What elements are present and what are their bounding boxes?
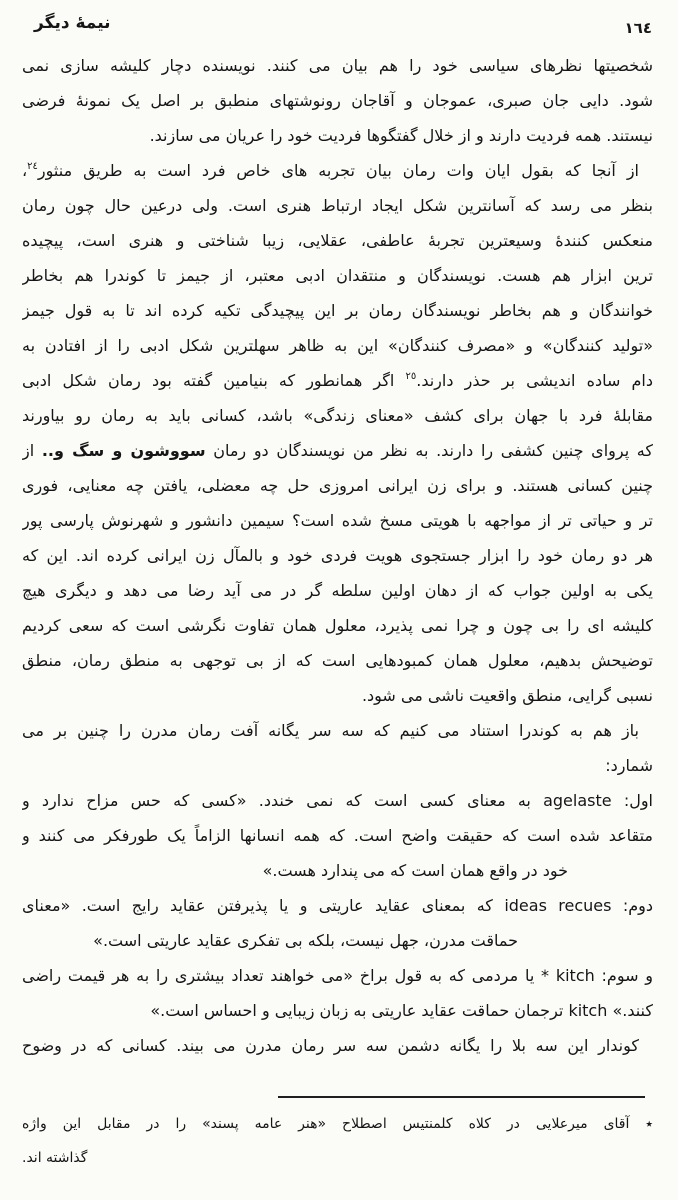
text-line: توضیحش بدهیم، معلول همان کمبودهایی است که از بی توجهی به منطق رمان، منطق	[22, 651, 653, 670]
text-line	[22, 363, 653, 398]
text-line: منعکس کنندهٔ وسیعترین تجربهٔ عاطفی، عقلایی، زیبا شناختی و هنری است، پیچیده	[22, 231, 653, 250]
book-title-bold: سووشون و سگ و..	[41, 441, 206, 460]
footnote-reference: ٢٤	[27, 161, 38, 172]
text-line: متقاعد شده است که حقیقت واضح است. که همه انسانها الزاماً یک طورفکر می کنند و	[22, 826, 653, 845]
text-line: دوم: ideas recues که بمعنای عقاید عاریتی و یا پذیرفتن عقاید رایج است. «معنای	[22, 896, 653, 915]
text-line: خود در واقع همان است که می پندارد هست.»	[262, 861, 568, 880]
text-line: حماقت مدرن، جهل نیست، بلکه بی تفکری عقاید عاریتی است.»	[93, 931, 518, 950]
footnote-reference: ٢٥	[405, 371, 417, 382]
text-line: کلیشه ای را بی چون و چرا نمی پذیرد، معلول همان تفاوت نگرشی است که سعی کردیم	[22, 616, 653, 635]
paragraph	[22, 153, 653, 713]
line-text: از آنجا که بقول ایان وات رمان بیان تجربه های خاص فرد است به طریق منثور	[37, 161, 639, 180]
text-line	[22, 433, 653, 468]
footnote-line: گذاشته اند.	[22, 1150, 88, 1166]
paragraph	[22, 888, 653, 958]
text-line: یکی به اولین جواب که از دهان اولین سلطه گر در می آید رضا می دهد و دیگری هیچ	[22, 581, 653, 600]
line-text: از	[22, 441, 42, 460]
text-line: هر دو رمان خود را ابزار جستجوی هویت فردی خود و بالمآل زن ایرانی کرده اند. این که	[22, 546, 653, 565]
line-text: که پروای چنین کشفی را دارند. به نظر من نویسندگان دو رمان	[205, 441, 653, 460]
text-line: «تولید کنندگان» و «مصرف کنندگان» این به ظاهر سهلترین شکل ادبی را از افتادن به	[22, 336, 653, 355]
text-line: تر و حیاتی تر از مواجهه با هویتی مسخ شده است؟ سیمین دانشور و شهرنوش پارسی پور	[22, 511, 653, 530]
text-line: شود. دایی جان صبری، عموجان و آقاجان رونوشتهای منطبق بر اصل یک نمونهٔ فرضی	[22, 91, 653, 110]
text-line: شخصیتها نظرهای سیاسی خود را هم بیان می کنند. نویسنده دچار کلیشه سازی نمی	[22, 56, 653, 75]
page-body	[22, 48, 653, 1063]
line-text: اگر همانطور که بنیامین گفته بود رمان شکل ادبی	[22, 371, 406, 390]
running-title: نيمهٔ ديگر	[34, 13, 111, 33]
text-line: باز هم به کوندرا استناد می کنیم که سه سر یگانه آفت رمان مدرن را چنین بر می	[22, 721, 639, 740]
paragraph	[22, 1028, 653, 1063]
footnote-area	[22, 1096, 653, 1175]
text-line: کنند.» kitch ترجمان حماقت عقاید عاریتی به زبان زیبایی و احساس است.»	[150, 1001, 653, 1020]
text-line: ترین ابزار هم هست. نویسندگان و منتقدان ادبی معتبر، از جیمز تا کوندرا هم بخاطر	[22, 266, 653, 285]
text-line: بنظر می رسد که آسانترین شکل ایجاد ارتباط هنری است. ولی درعین حال چون رمان	[22, 196, 653, 215]
text-line	[22, 153, 653, 188]
paragraph	[22, 48, 653, 153]
text-line: شمارد:	[605, 756, 653, 775]
text-line: چنین کسانی هستند. و برای زن ایرانی امروزی حل چه معضلی، یافتن چه معنایی، فوری	[22, 476, 653, 495]
page-number: ١٦٤	[624, 19, 652, 37]
text-line: و سوم: kitch * یا مردمی که به قول براخ «می خواهند تعداد بیشتری را به هر قیمت راضی	[22, 966, 653, 985]
footnote-separator	[278, 1096, 645, 1098]
paragraph	[22, 783, 653, 888]
text-line: نسبی گرایی، منطق واقعیت ناشی می شود.	[361, 686, 653, 705]
text-line: خوانندگان و هم بخاطر نویسندگان رمان بر این پیچیدگی تکیه کرده اند تا به قول جیمز	[22, 301, 653, 320]
text-line: نیستند. همه فردیت دارند و از خلال گفتگوها فردیت خود را عریان می سازند.	[149, 126, 653, 145]
paragraph	[22, 713, 653, 783]
text-line: مقابلهٔ فرد با جهان برای کشف «معنای زندگی» باشد، کسانی باید به رمان رو بیاورند	[22, 406, 653, 425]
text-line: کوندار این سه بلا را یگانه دشمن سه سر رمان مدرن می بیند. کسانی که در وضوح	[22, 1036, 639, 1055]
line-text: ،	[22, 161, 28, 180]
line-text: دام ساده اندیشی بر حذر دارند.	[416, 371, 653, 390]
text-line: اول: agelaste به معنای کسی است که نمی خندد. «کسی که حس مزاح ندارد و	[22, 791, 653, 810]
paragraph	[22, 958, 653, 1028]
page-header	[30, 12, 652, 40]
footnote-line: ٭ آقای میرعلایی در کلاه کلمنتیس اصطلاح «هنر عامه پسند» را در مقابل این واژه	[22, 1116, 653, 1132]
